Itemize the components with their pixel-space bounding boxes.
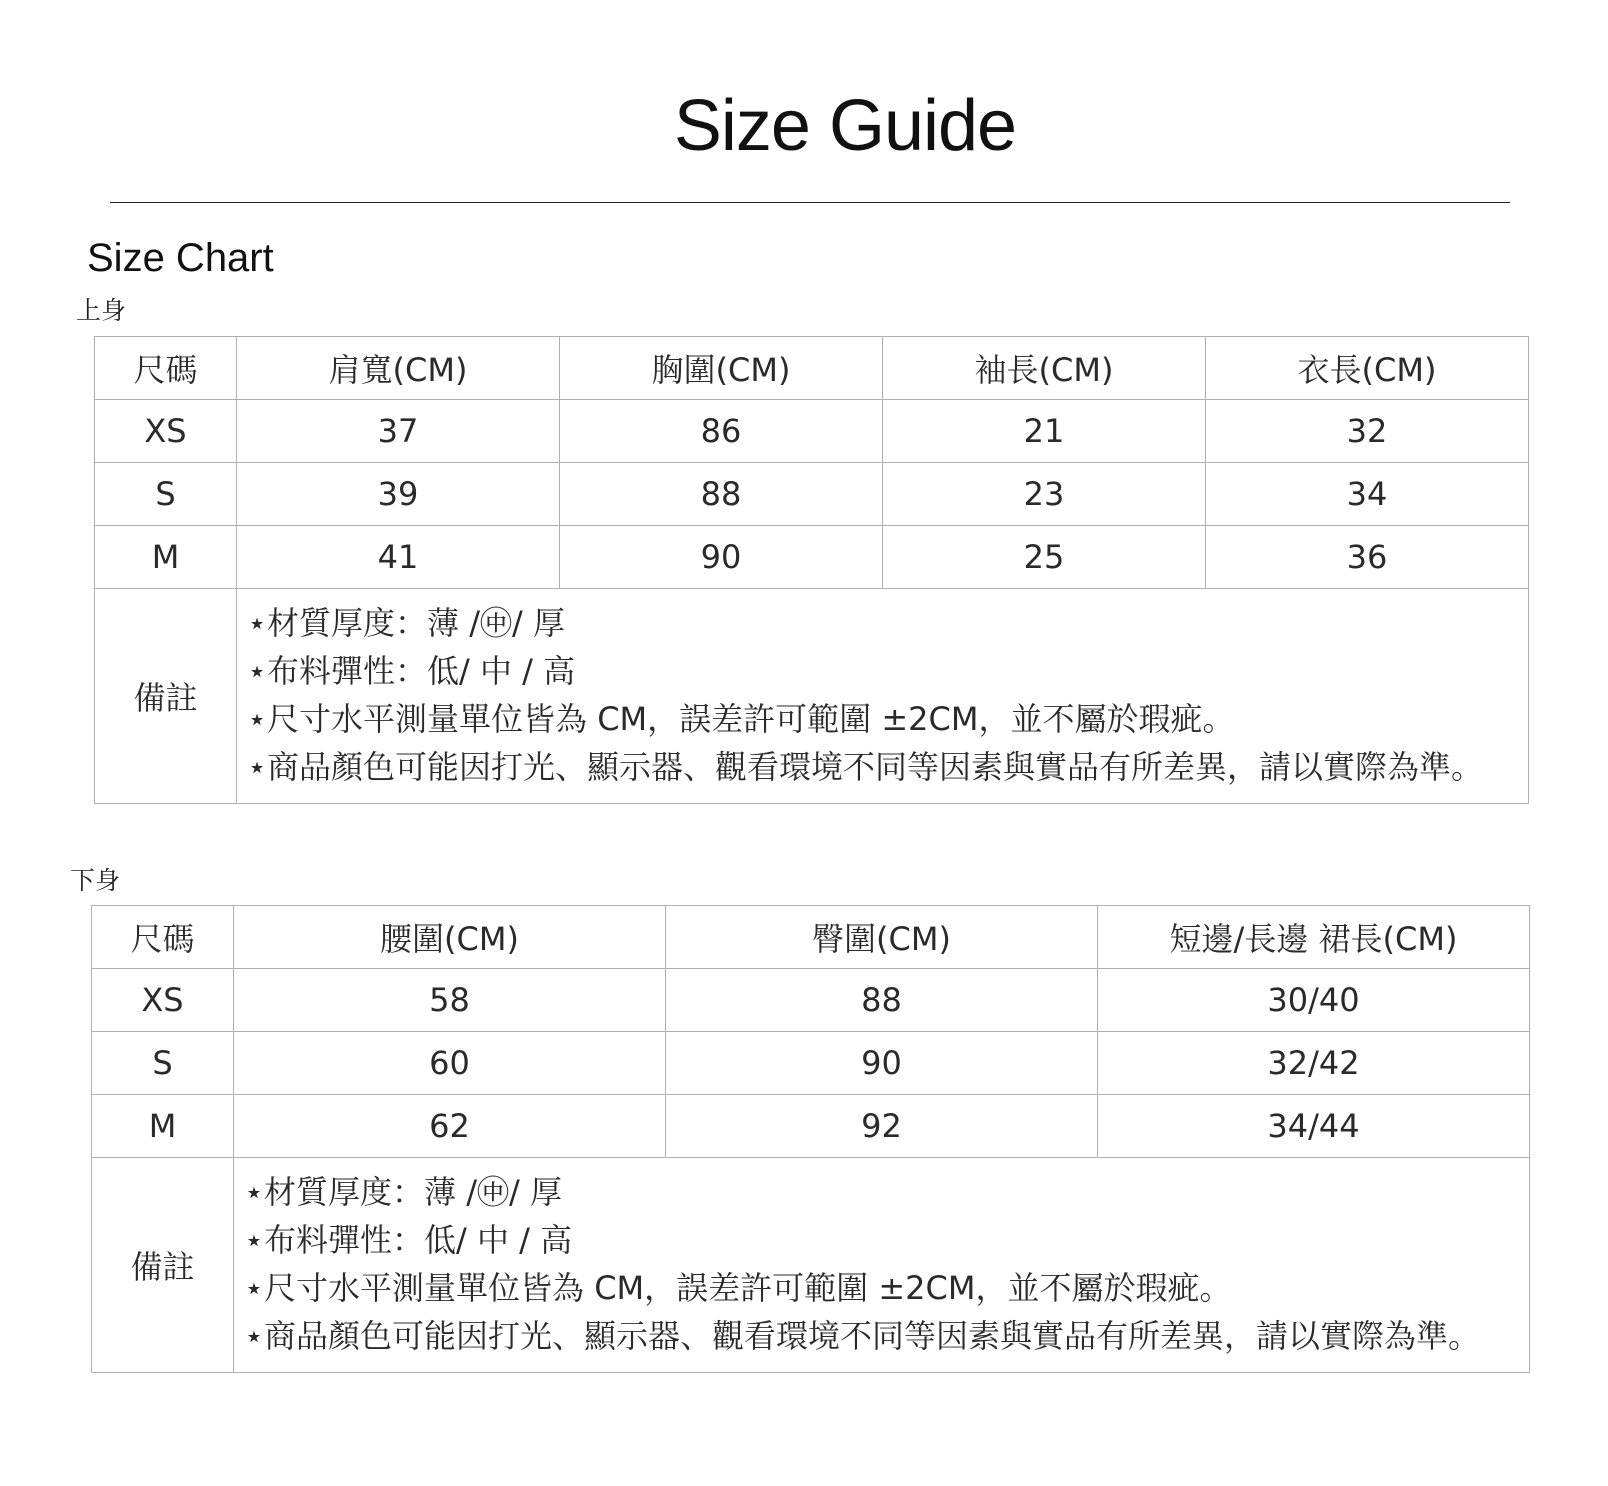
table-cell: 90 <box>666 1032 1098 1095</box>
table-row <box>95 526 1529 589</box>
table-cell: 32/42 <box>1098 1032 1530 1095</box>
lower-body-label: 下身 <box>70 866 121 895</box>
table-cell: 41 <box>237 526 560 589</box>
header-cell: 腰圍(CM) <box>234 906 666 969</box>
notes-cell <box>237 589 1529 804</box>
table-cell: 25 <box>883 526 1206 589</box>
table-cell: 34 <box>1206 463 1529 526</box>
lower-size-table <box>91 905 1530 1373</box>
table-row <box>92 1032 1530 1095</box>
table-row <box>95 463 1529 526</box>
header-cell: 尺碼 <box>92 906 234 969</box>
table-cell: 39 <box>237 463 560 526</box>
size-cell: S <box>92 1032 234 1095</box>
header-cell: 衣長(CM) <box>1206 337 1529 400</box>
table-cell: 62 <box>234 1095 666 1158</box>
table-row <box>92 969 1530 1032</box>
table-cell: 34/44 <box>1098 1095 1530 1158</box>
notes-label: 備註 <box>92 1158 234 1373</box>
note-line: ⋆材質厚度：薄 /㊥/ 厚 <box>247 604 565 642</box>
table-row <box>95 400 1529 463</box>
header-cell: 肩寬(CM) <box>237 337 560 400</box>
table-row <box>92 1095 1530 1158</box>
note-line: ⋆布料彈性：低/ 中 / 高 <box>247 652 576 690</box>
table-cell: 58 <box>234 969 666 1032</box>
header-cell: 尺碼 <box>95 337 237 400</box>
table-cell: 88 <box>666 969 1098 1032</box>
table-cell: 23 <box>883 463 1206 526</box>
section-title: Size Chart <box>87 236 274 280</box>
table-cell: 32 <box>1206 400 1529 463</box>
table-cell: 86 <box>560 400 883 463</box>
size-cell: M <box>92 1095 234 1158</box>
table-cell: 30/40 <box>1098 969 1530 1032</box>
table-cell: 60 <box>234 1032 666 1095</box>
table-cell: 90 <box>560 526 883 589</box>
header-cell: 胸圍(CM) <box>560 337 883 400</box>
header-cell: 臀圍(CM) <box>666 906 1098 969</box>
note-line: ⋆尺寸水平測量單位皆為 CM，誤差許可範圍 ±2CM，並不屬於瑕疵。 <box>247 700 1235 738</box>
notes-row <box>92 1158 1530 1373</box>
note-line: ⋆尺寸水平測量單位皆為 CM，誤差許可範圍 ±2CM，並不屬於瑕疵。 <box>244 1269 1232 1307</box>
note-line: ⋆商品顏色可能因打光、顯示器、觀看環境不同等因素與實品有所差異，請以實際為準。 <box>247 748 1484 786</box>
size-cell: XS <box>92 969 234 1032</box>
size-cell: S <box>95 463 237 526</box>
table-header-row <box>92 906 1530 969</box>
note-line: ⋆商品顏色可能因打光、顯示器、觀看環境不同等因素與實品有所差異，請以實際為準。 <box>244 1317 1481 1355</box>
note-line: ⋆布料彈性：低/ 中 / 高 <box>244 1221 573 1259</box>
page-title: Size Guide <box>673 86 1017 166</box>
notes-cell <box>234 1158 1530 1373</box>
title-divider <box>110 202 1510 203</box>
notes-label: 備註 <box>95 589 237 804</box>
size-cell: M <box>95 526 237 589</box>
table-header-row <box>95 337 1529 400</box>
note-line: ⋆材質厚度：薄 /㊥/ 厚 <box>244 1173 562 1211</box>
table-cell: 21 <box>883 400 1206 463</box>
table-cell: 36 <box>1206 526 1529 589</box>
table-cell: 37 <box>237 400 560 463</box>
upper-body-label: 上身 <box>76 296 127 325</box>
table-cell: 88 <box>560 463 883 526</box>
header-cell: 袖長(CM) <box>883 337 1206 400</box>
notes-row <box>95 589 1529 804</box>
header-cell: 短邊/長邊 裙長(CM) <box>1098 906 1530 969</box>
upper-size-table <box>94 336 1529 804</box>
size-cell: XS <box>95 400 237 463</box>
table-cell: 92 <box>666 1095 1098 1158</box>
